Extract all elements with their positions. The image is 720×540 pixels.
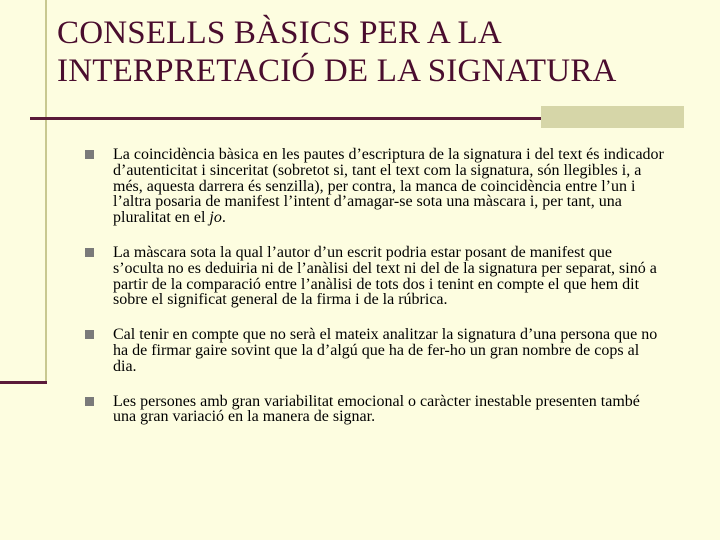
bullet-text: Les persones amb gran variabilitat emocional o caràcter inestable presenten també una gran variació en la manera de signar. [113,392,640,426]
title-underline [30,117,543,120]
bullet-list [85,147,665,444]
left-accent-bar [0,381,47,384]
slide-title [57,14,697,90]
square-bullet-icon [85,150,94,159]
bullet-item [85,245,665,308]
square-bullet-icon [85,330,94,339]
bullet-item [85,147,665,226]
bullet-emphasis: jo [209,209,222,227]
bullet-end: . [221,209,226,227]
title-line-1: CONSELLS BÀSICS PER A LA [57,15,502,51]
square-bullet-icon [85,397,94,406]
bullet-text: Cal tenir en compte que no serà el mateix analitzar la signatura d’una persona que no ha de firmar gaire sovint que la d’algú que ha de fer-ho un gran nombre de cops al dia. [113,326,658,375]
bullet-item [85,327,665,374]
bullet-text: La màscara sota la qual l’autor d’un escrit podria estar posant de manifest que s’oculta no es deduiria ni de l’anàlisi del text ni del de la signatura per separat, sinó a partir de la comparació entre l’anàlisi de tots dos i tenint en compte el que hem dit sobre el significat general de la firma i de la rúbrica. [113,243,657,309]
bullet-text: La coincidència bàsica en les pautes d’escriptura de la signatura i del text és indicador d’autenticitat i sinceritat (sobretot si, tant el text com la signatura, són llegibles i, a més, aquesta darrera és senzilla), per contra, la manca de coincidència entre l’un i l’altra posaria de manifest l’intent d’amagar-se sota una màscara i, per tant, una pluralitat en el [113,146,664,227]
square-bullet-icon [85,248,94,257]
left-accent [0,0,47,383]
left-accent-line [45,0,47,383]
title-accent-box [541,106,684,128]
title-line-2: INTERPRETACIÓ DE LA SIGNATURA [57,53,617,89]
bullet-item [85,394,665,426]
